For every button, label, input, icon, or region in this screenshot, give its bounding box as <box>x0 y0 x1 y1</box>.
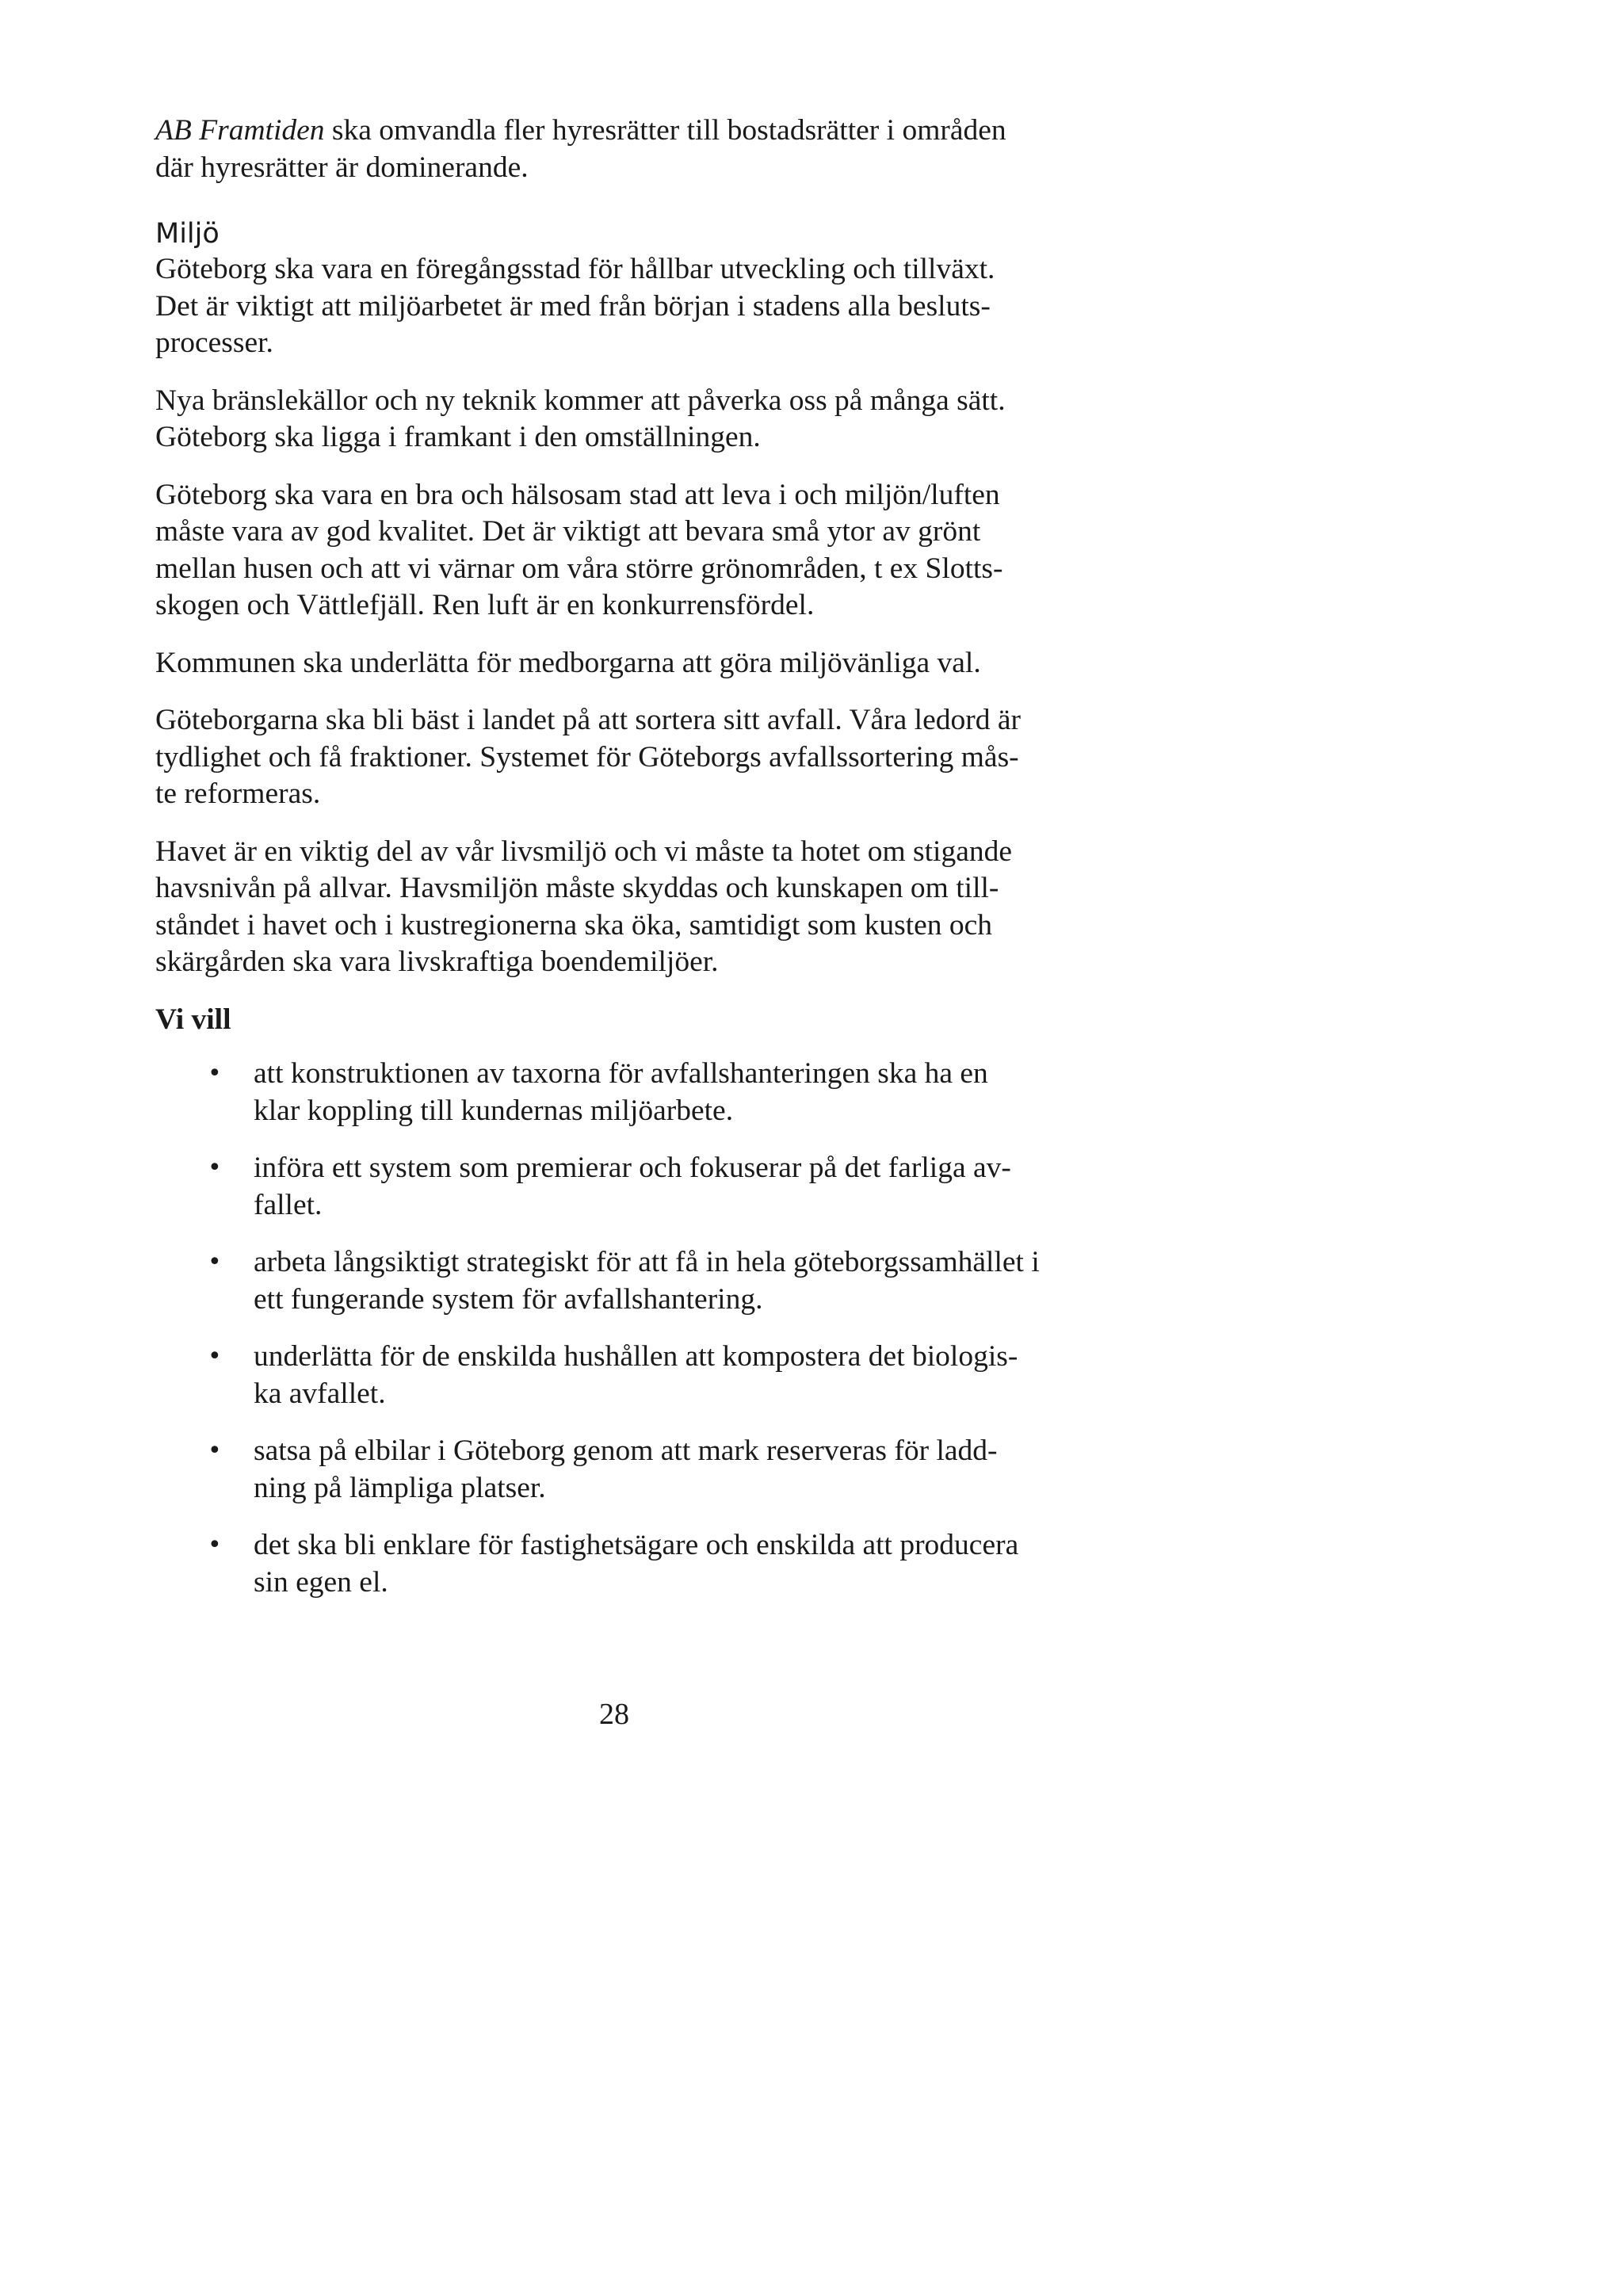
list-item <box>155 1527 1106 1601</box>
paragraph-line: Havet är en viktig del av vår livsmiljö och vi måste ta hotet om stigande <box>155 835 1012 868</box>
list-item-line: ett fungerande system för avfallshantering. <box>254 1282 763 1316</box>
paragraph-line: skogen och Vättlefjäll. Ren luft är en konkurrensfördel. <box>155 589 815 621</box>
list-item <box>155 1056 1106 1129</box>
paragraph-line: Göteborg ska ligga i framkant i den omställningen. <box>155 421 761 453</box>
paragraph <box>155 383 1106 457</box>
list-item-line: införa ett system som premierar och fokuserar på det farliga av- <box>254 1152 1011 1184</box>
list-item <box>155 1339 1106 1412</box>
paragraph <box>155 702 1106 813</box>
paragraph-line: Det är viktigt att miljöarbetet är med från början i stadens alla besluts- <box>155 289 991 323</box>
paragraph-line: Kommunen ska underlätta för medborgarna att göra miljövänliga val. <box>155 646 981 679</box>
list-item-line: det ska bli enklare för fastighetsägare och enskilda att producera <box>254 1529 1019 1561</box>
paragraph <box>155 251 1106 362</box>
intro-paragraph <box>155 113 1106 186</box>
paragraph-line: te reformeras. <box>155 777 321 810</box>
list-item-line: klar koppling till kundernas miljöarbete. <box>254 1094 734 1127</box>
list-item-line: ka avfallet. <box>254 1377 386 1410</box>
list-item-line: att konstruktionen av taxorna för avfallshanteringen ska ha en <box>254 1057 988 1090</box>
list-item-line: arbeta långsiktigt strategiskt för att få in hela göteborgssamhället i <box>254 1246 1040 1278</box>
paragraph-line: mellan husen och att vi värnar om våra större grönområden, t ex Slotts- <box>155 552 1003 585</box>
intro-line-1 <box>155 113 1106 150</box>
bullet-list <box>155 1056 1106 1601</box>
list-item-line: underlätta för de enskilda hushållen att kompostera det biologis- <box>254 1340 1018 1373</box>
list-item <box>155 1244 1106 1318</box>
bullet-icon: • <box>208 1343 222 1370</box>
section-body <box>155 251 1106 1601</box>
company-name: AB Framtiden <box>155 114 325 147</box>
paragraph <box>155 477 1106 625</box>
list-item <box>155 1433 1106 1507</box>
page-number: 28 <box>599 1698 629 1731</box>
list-item-line: satsa på elbilar i Göteborg genom att mark reserveras för ladd- <box>254 1435 998 1467</box>
list-item-line: fallet. <box>254 1188 323 1221</box>
vi-vill-heading: Vi vill <box>155 1003 231 1036</box>
paragraph-line: havsnivån på allvar. Havsmiljön måste skyddas och kunskapen om till- <box>155 872 999 904</box>
bullet-icon: • <box>208 1060 222 1087</box>
list-item-line: sin egen el. <box>254 1565 388 1599</box>
list-item <box>155 1150 1106 1224</box>
paragraph-line: skärgården ska vara livskraftiga boendemiljöer. <box>155 946 719 978</box>
intro-line-2: där hyresrätter är dominerande. <box>155 151 529 184</box>
bullet-icon: • <box>208 1154 222 1182</box>
bullet-icon: • <box>208 1248 222 1276</box>
paragraph-line: måste vara av god kvalitet. Det är viktigt att bevara små ytor av grönt <box>155 515 981 548</box>
paragraph-line: Göteborg ska vara en föregångsstad för hållbar utveckling och tillväxt. <box>155 253 995 285</box>
paragraph-line: Göteborgarna ska bli bäst i landet på att sortera sitt avfall. Våra ledord är <box>155 704 1021 736</box>
paragraph-line: ståndet i havet och i kustregionerna ska öka, samtidigt som kusten och <box>155 908 993 942</box>
paragraph-line: processer. <box>155 327 273 359</box>
bullet-icon: • <box>208 1437 222 1465</box>
paragraph <box>155 834 1106 981</box>
paragraph-line: tydlighet och få fraktioner. Systemet för Göteborgs avfallssortering mås- <box>155 740 1019 774</box>
document-page <box>155 113 1106 1622</box>
intro-line-1-rest: ska omvandla fler hyresrätter till bostadsrätter i områden <box>324 114 1006 147</box>
section-heading: Miljö <box>155 218 220 250</box>
bullet-icon: • <box>208 1531 222 1559</box>
paragraph <box>155 645 1106 682</box>
list-item-line: ning på lämpliga platser. <box>254 1471 546 1504</box>
paragraph-line: Göteborg ska vara en bra och hälsosam stad att leva i och miljön/luften <box>155 478 1000 511</box>
paragraph-line: Nya bränslekällor och ny teknik kommer att påverka oss på många sätt. <box>155 384 1006 417</box>
